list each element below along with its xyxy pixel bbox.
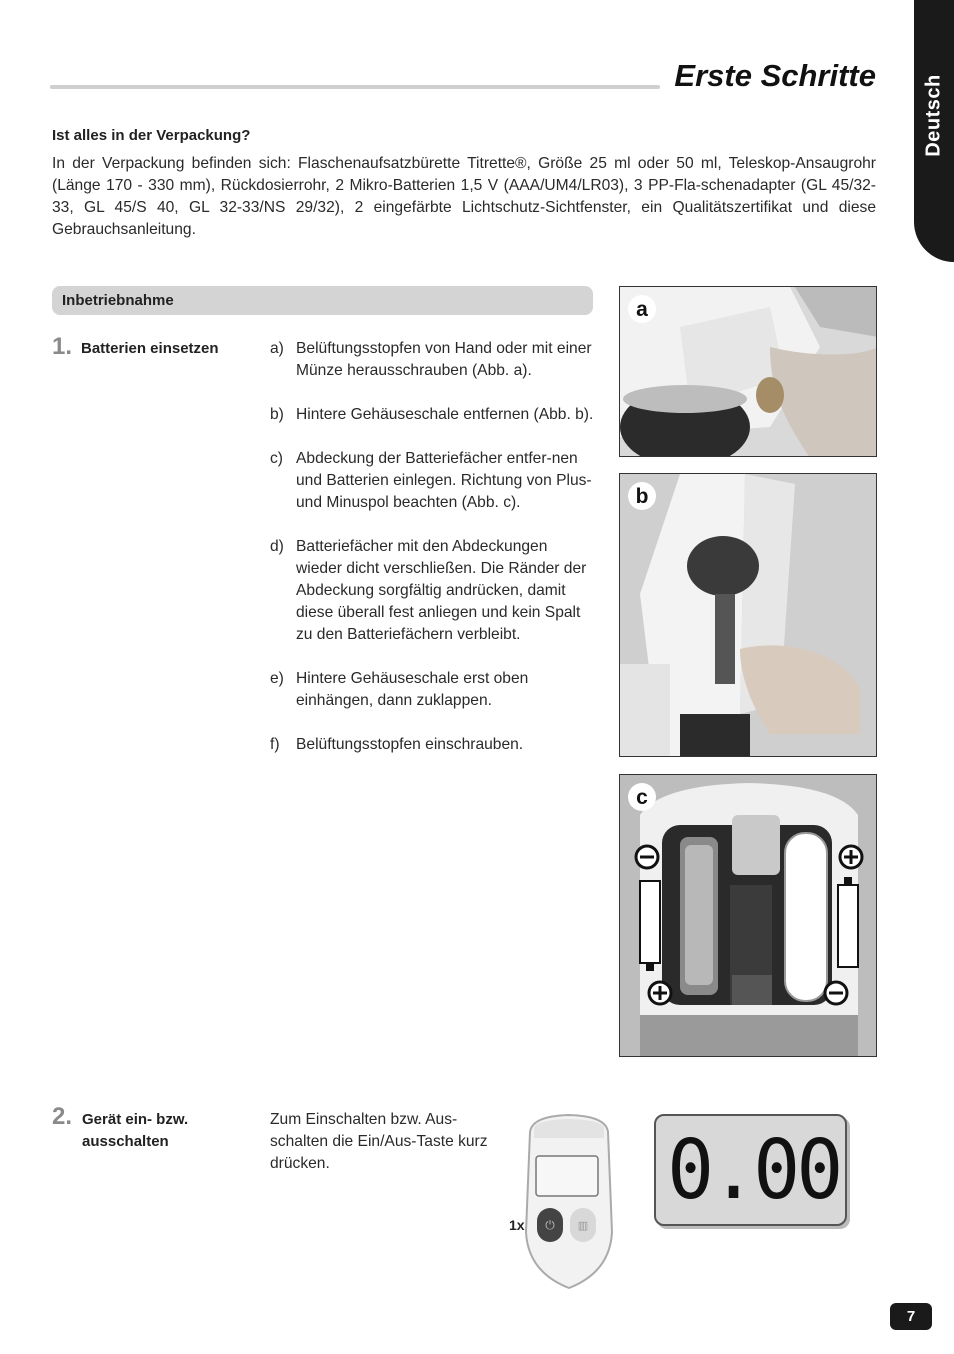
lcd-display — [654, 1114, 847, 1226]
step2-number: 2. — [52, 1103, 73, 1130]
instruction-item: a) Belüftungsstopfen von Hand oder mit einer Münze herausschrauben (Abb. a). — [270, 340, 592, 379]
contents-paragraph: In der Verpackung befinden sich: Flaschenaufsatzbürette Titrette®, Größe 25 ml oder 50 ml, Teleskop-Ansaugrohr (Länge 170 - 330 mm), Rückdosierrohr, 2 Mikro-Batterien 1,5 V (AAA/UM4/LR03), 3 PP-Fla-schenadapter (GL 45/32-33, GL 45/S 40, GL 32-33/NS 29/32), 2 eingefärbte Lichtschutz-Sichtfenster, ein Qualitätszertifikat und diese Gebrauchsanleitung. — [52, 155, 876, 238]
step2-text: Zum Einschalten bzw. Aus-schalten die Ein/Aus-Taste kurz drücken. — [270, 1111, 488, 1172]
power-button[interactable] — [537, 1208, 563, 1242]
page-number: 7 — [890, 1303, 932, 1330]
figure-c-illustration — [620, 775, 877, 1057]
step1-title: Batterien einsetzen — [81, 340, 219, 357]
instruction-item: b) Hintere Gehäuseschale entfernen (Abb. b). — [270, 406, 594, 423]
device-illustration — [520, 1112, 618, 1292]
mode-icon: ▥ — [577, 1219, 589, 1232]
figure-c-photo — [619, 774, 877, 1057]
language-tab-label: Deutsch — [922, 73, 945, 157]
mode-button[interactable] — [570, 1208, 596, 1242]
press-count: 1x — [509, 1217, 525, 1233]
instruction-item: c) Abdeckung der Batteriefächer entfer-nen und Batterien einlegen. Richtung von Plus- und Minuspol beachten (Abb. c). — [270, 450, 592, 511]
figure-a-photo — [619, 286, 877, 457]
figure-a-illustration — [620, 287, 877, 457]
figure-a-badge: a — [628, 295, 656, 323]
page-title: Erste Schritte — [674, 58, 876, 93]
figure-b-photo — [619, 473, 877, 757]
section-bar — [52, 286, 593, 315]
figure-c-badge: c — [628, 783, 656, 811]
instruction-item: e) Hintere Gehäuseschale erst oben einhängen, dann zuklappen. — [270, 670, 529, 709]
instruction-item: f) Belüftungsstopfen einschrauben. — [270, 736, 524, 753]
figure-b-illustration — [620, 474, 877, 757]
display-value: 0.00 — [666, 1123, 839, 1218]
instruction-item: d) Batteriefächer mit den Abdeckungen wieder dicht verschließen. Die Ränder der Abdeckung sorgfältig andrücken, damit diese überall fest anliegen und kein Spalt zu den Batteriefächern verbleibt. — [270, 538, 587, 643]
step1-number: 1. — [52, 333, 73, 360]
contents-heading: Ist alles in der Verpackung? — [52, 127, 251, 144]
power-icon: ⏻ — [545, 1217, 555, 1232]
section-title: Inbetriebnahme — [62, 292, 174, 309]
header-rule — [50, 85, 660, 89]
step2-title: Gerät ein- bzw. ausschalten — [82, 1111, 189, 1150]
figure-b-badge: b — [628, 482, 656, 510]
language-tab — [914, 0, 954, 262]
step1-instructions — [270, 338, 595, 778]
